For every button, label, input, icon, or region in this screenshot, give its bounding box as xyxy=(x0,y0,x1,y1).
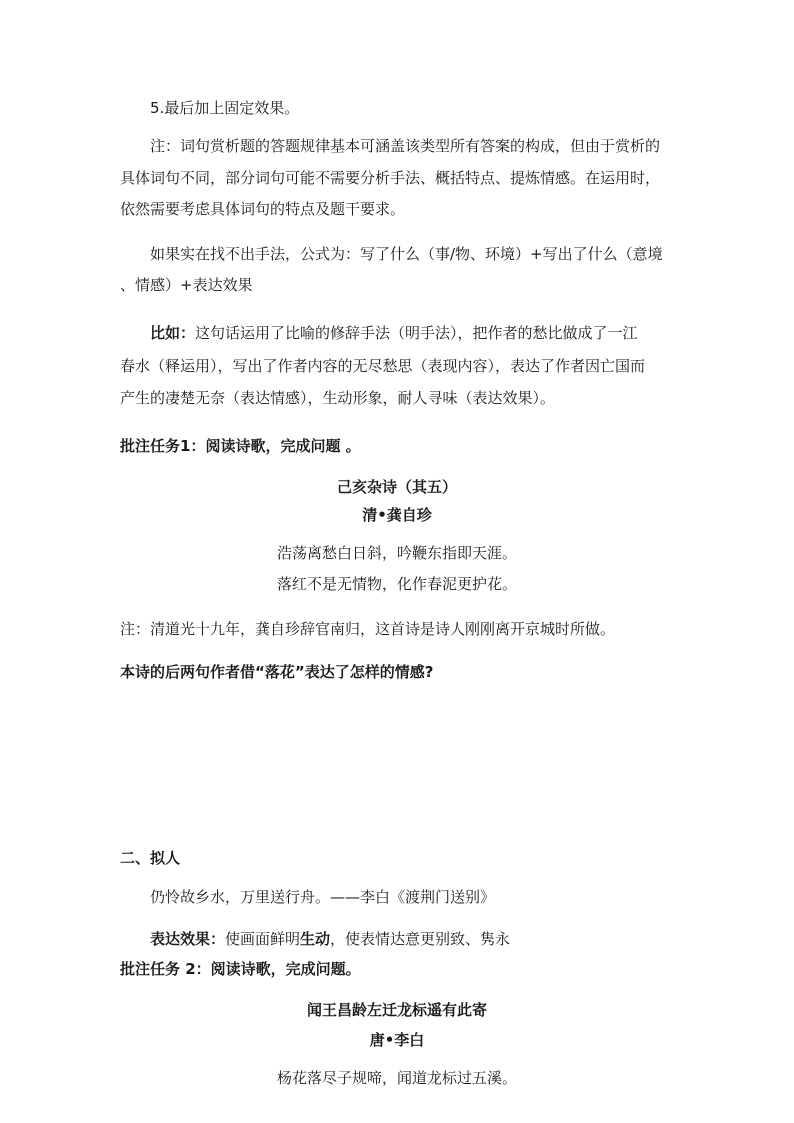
note1-line3: 依然需要考虑具体词句的特点及题干要求。 xyxy=(120,200,406,218)
task1-question: 本诗的后两句作者借“落花”表达了怎样的情感? xyxy=(120,663,434,681)
task2-heading: 批注任务 2：阅读诗歌，完成问题。 xyxy=(120,960,361,978)
effect-text1: 使画面鲜明 xyxy=(225,930,301,948)
poem1-verse2: 落红不是无情物，化作春泥更护花。 xyxy=(276,575,517,593)
example-text1: 这句话运用了比喻的修辞手法（明手法），把作者的愁比做成了一江 xyxy=(195,324,638,342)
example-line3: 产生的凄楚无奈（表达情感），生动形象，耐人寻味（表达效果）。 xyxy=(120,389,556,407)
note1-line1: 注：词句赏析题的答题规律基本可涵盖该类型所有答案的构成，但由于赏析的 xyxy=(150,137,661,155)
example-line2: 春水（释运用），写出了作者内容的无尽愁思（表现内容），表达了作者因亡国而 xyxy=(120,357,646,375)
formula-line1: 如果实在找不出手法，公式为：写了什么（事/物、环境）+写出了什么（意境 xyxy=(150,245,663,263)
section2-quote: 仍怜故乡水，万里送行舟。——李白《渡荆门送别》 xyxy=(150,888,496,906)
poem1-author: 清•龚自珍 xyxy=(362,506,432,524)
example-label: 比如： xyxy=(150,324,196,342)
section2-effect xyxy=(150,929,510,949)
poem1-note: 注：清道光十九年，龚自珍辞官南归，这首诗是诗人刚刚离开京城时所做。 xyxy=(120,620,616,638)
step5-text: 5.最后加上固定效果。 xyxy=(150,99,300,117)
effect-strong: 生动 xyxy=(300,930,331,948)
example-line1 xyxy=(150,323,638,343)
poem2-author: 唐•李白 xyxy=(369,1031,425,1049)
formula-line2: 、情感）+表达效果 xyxy=(120,276,253,294)
poem1-verse1: 浩荡离愁白日斜，吟鞭东指即天涯。 xyxy=(276,544,517,562)
task1-heading: 批注任务1：阅读诗歌，完成问题 。 xyxy=(120,437,361,455)
section2-heading: 二、拟人 xyxy=(120,849,181,867)
effect-label: 表达效果： xyxy=(150,930,226,948)
poem1-title: 己亥杂诗（其五） xyxy=(336,478,457,496)
poem2-verse1: 杨花落尽子规啼，闻道龙标过五溪。 xyxy=(276,1069,517,1087)
note1-line2: 具体词句不同，部分词句可能不需要分析手法、概括特点、提炼情感。在运用时， xyxy=(120,169,661,187)
effect-text2: ，使表情达意更别致、隽永 xyxy=(330,930,511,948)
poem2-title: 闻王昌龄左迁龙标遥有此寄 xyxy=(306,1001,487,1019)
